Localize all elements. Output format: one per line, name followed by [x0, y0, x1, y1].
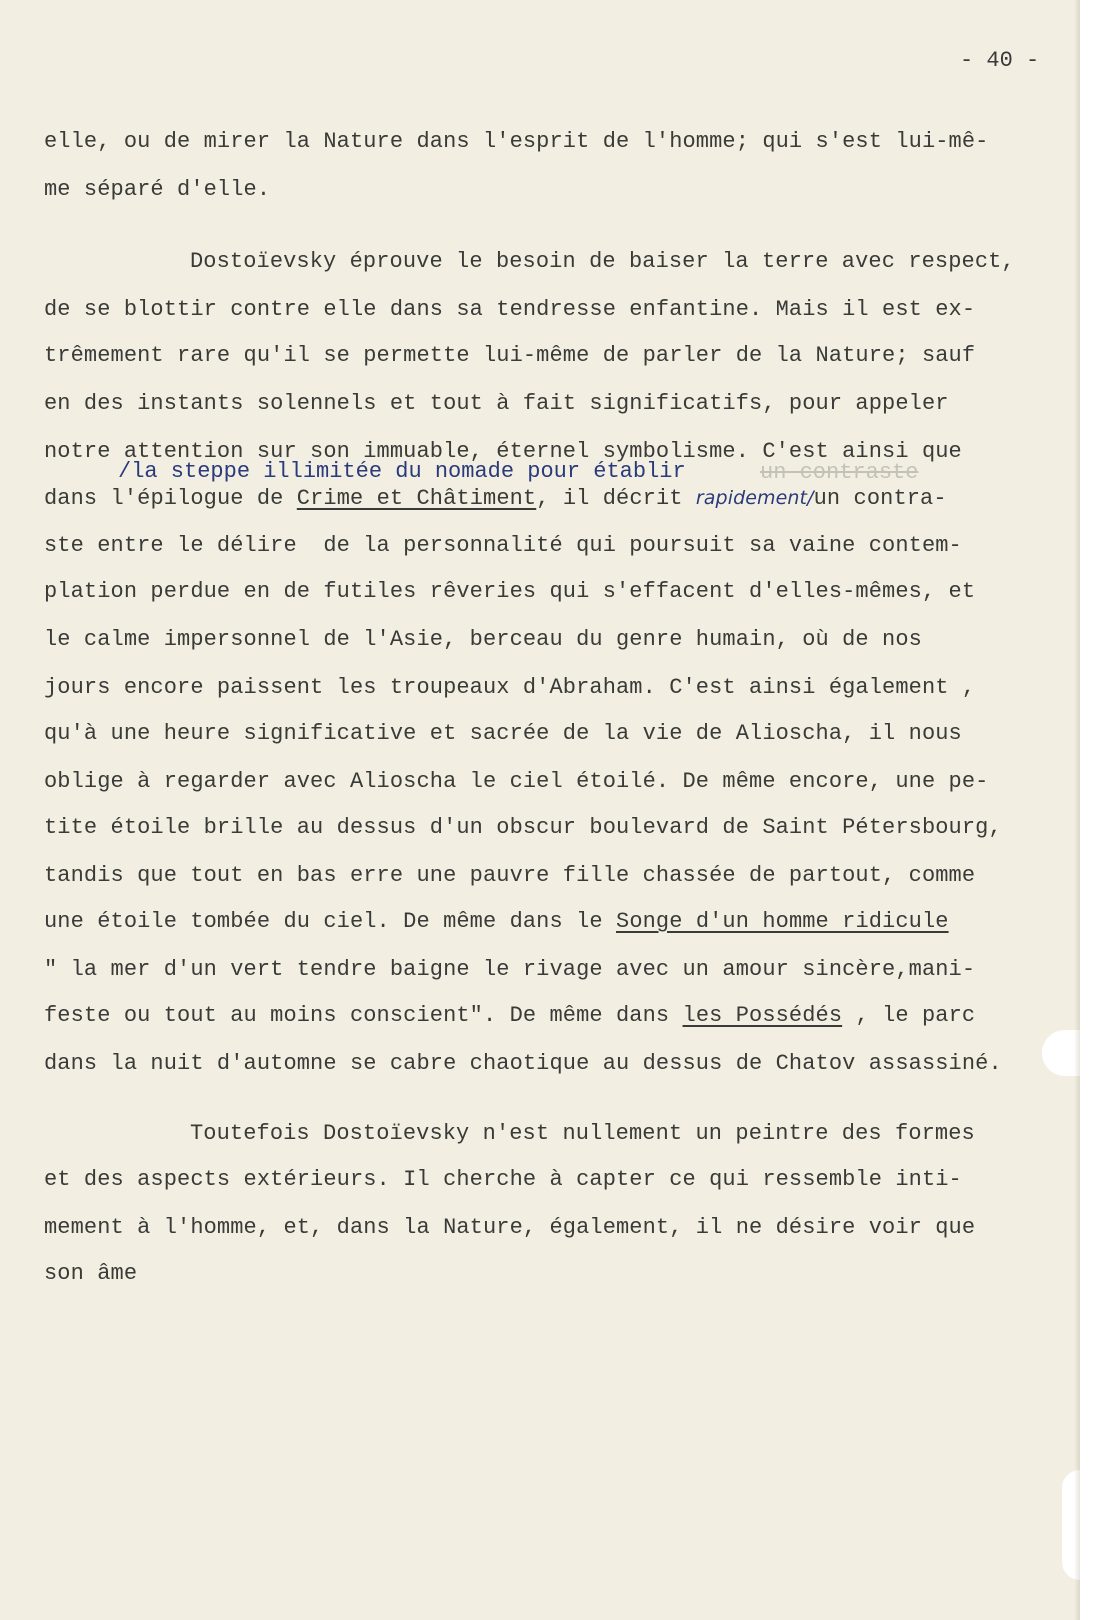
text-segment: dans [44, 486, 98, 511]
text-line: me séparé d'elle. [44, 177, 271, 202]
text-line: qu'à une heure significative et sacrée de la vie de Alioscha, il nous [44, 721, 962, 746]
text-segment: feste ou tout au moins conscient". De même dans [44, 1003, 670, 1028]
text-segment: une étoile tombée du ciel. De même dans le [44, 909, 603, 934]
text-line: jours encore paissent les troupeaux d'Abraham. C'est ainsi également , [44, 675, 976, 700]
text-line: ste entre le délire de la personnalité qui poursuit sa vaine contem- [44, 533, 962, 558]
paragraph-start: Dostoïevsky éprouve le besoin de baiser la terre avec respect, [190, 249, 1015, 274]
text-line: son âme [44, 1261, 138, 1286]
text-segment: un contra- [813, 486, 947, 511]
text-line-with-title [44, 484, 947, 513]
page-number: - 40 - [960, 48, 1040, 73]
book-title: les Possédés [682, 1003, 843, 1028]
insertion-annotation: /la steppe illimitée du nomade pour établir [118, 459, 686, 484]
text-segment: , le parc [842, 1003, 976, 1028]
text-segment: , il décrit [536, 486, 683, 511]
text-line: notre attention sur son immuable, éternel symbolisme. C'est ainsi que [44, 439, 962, 464]
text-line: mement à l'homme, et, dans la Nature, également, il ne désire voir que [44, 1215, 976, 1240]
torn-edge [1042, 1030, 1080, 1076]
text-segment: l'épilogue de [110, 486, 284, 511]
book-title: Crime et Châtiment [296, 486, 537, 511]
text-line: tite étoile brille au dessus d'un obscur boulevard de Saint Pétersbourg, [44, 815, 1002, 840]
text-line: oblige à regarder avec Alioscha le ciel étoilé. De même encore, une pe- [44, 769, 989, 794]
text-line-with-title [44, 908, 949, 936]
torn-edge [1062, 1470, 1080, 1580]
paragraph-start: Toutefois Dostoïevsky n'est nullement un peintre des formes [190, 1121, 975, 1146]
text-line: elle, ou de mirer la Nature dans l'esprit de l'homme; qui s'est lui-mê- [44, 129, 989, 154]
text-line: trêmement rare qu'il se permette lui-même de parler de la Nature; sauf [44, 343, 976, 368]
text-line: dans la nuit d'automne se cabre chaotique au dessus de Chatov assassiné. [44, 1051, 1002, 1076]
text-line: en des instants solennels et tout à fait significatifs, pour appeler [44, 391, 949, 416]
text-line: et des aspects extérieurs. Il cherche à capter ce qui ressemble inti- [44, 1167, 962, 1192]
text-line: plation perdue en de futiles rêveries qui s'effacent d'elles-mêmes, et [44, 579, 976, 604]
book-title: Songe d'un homme ridicule [616, 909, 949, 934]
text-line: " la mer d'un vert tendre baigne le rivage avec un amour sincère,mani- [44, 957, 976, 982]
text-line: de se blottir contre elle dans sa tendresse enfantine. Mais il est ex- [44, 297, 976, 322]
text-line: le calme impersonnel de l'Asie, berceau du genre humain, où de nos [44, 627, 922, 652]
struck-typed-text: un contraste [760, 460, 919, 485]
text-line: tandis que tout en bas erre une pauvre fille chassée de partout, comme [44, 863, 976, 888]
handwritten-strike: rapidement/ [695, 487, 814, 509]
text-line-with-title [44, 1002, 975, 1030]
